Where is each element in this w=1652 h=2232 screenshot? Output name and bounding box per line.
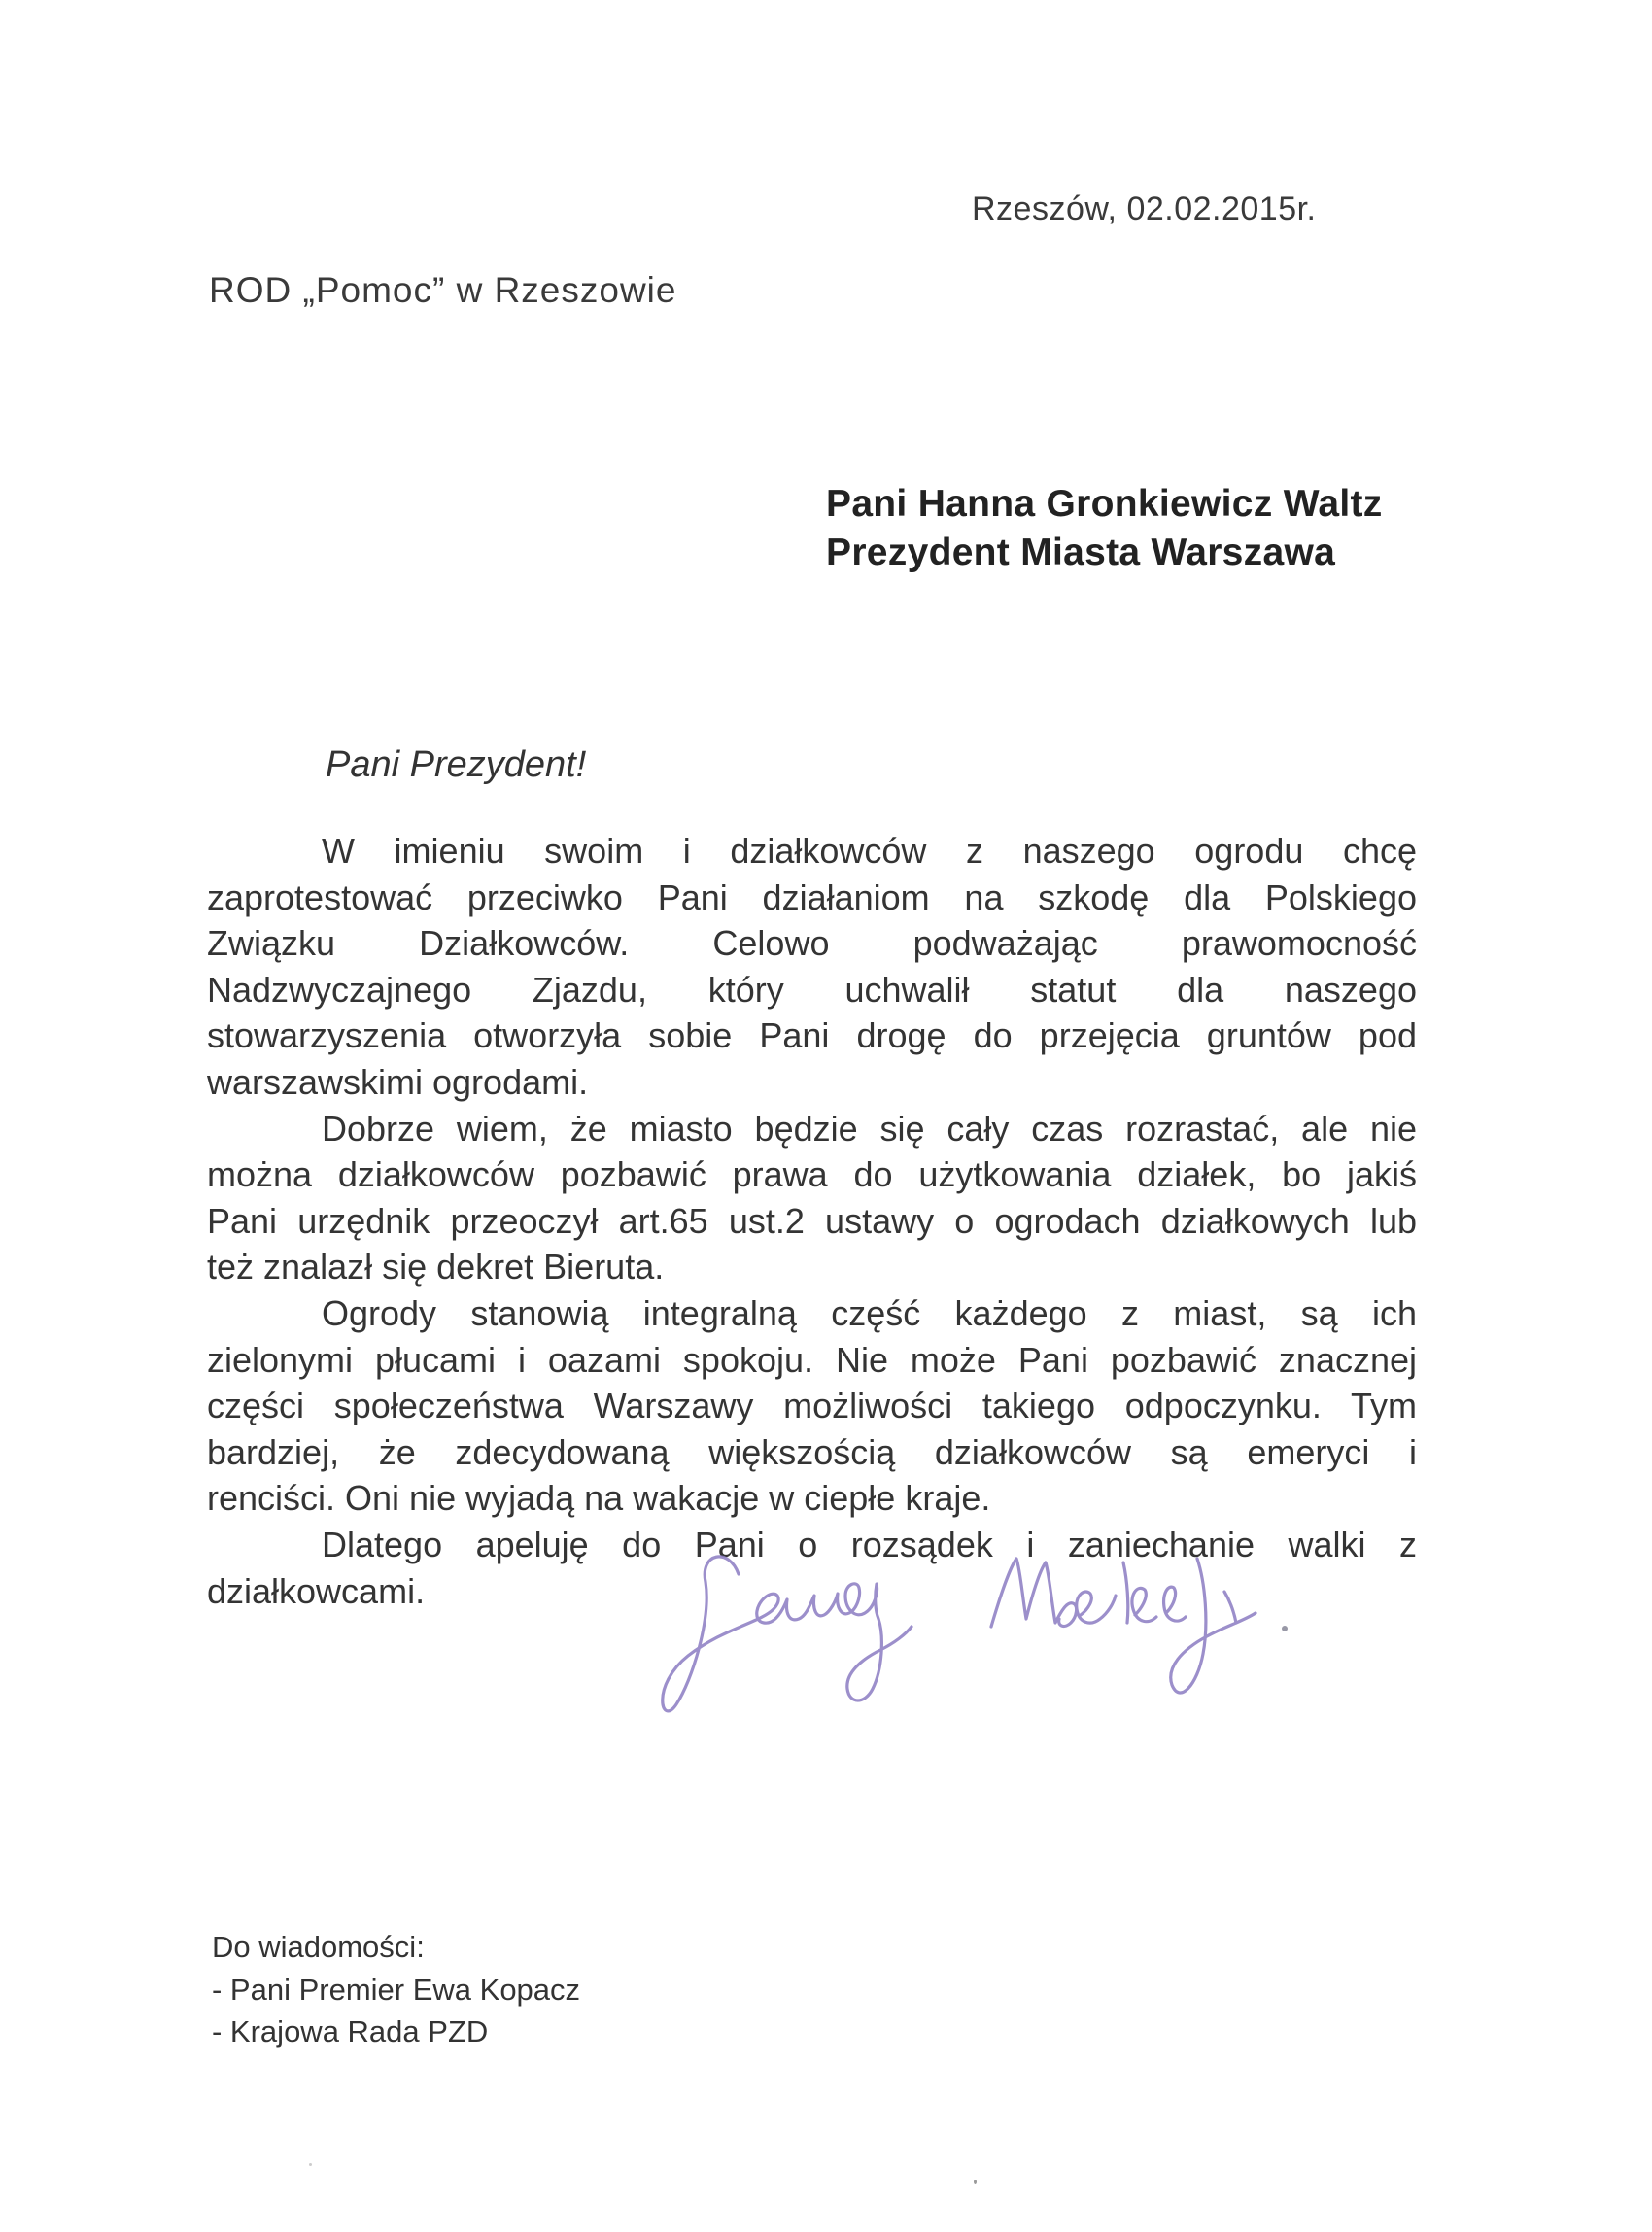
cc-item: - Pani Premier Ewa Kopacz (212, 1972, 581, 2007)
body-line: części społeczeństwa Warszawy możliwości takiego odpoczynku. Tym (207, 1386, 1417, 1426)
body-line: warszawskimi ogrodami. (207, 1061, 589, 1102)
body-line: stowarzyszenia otworzyła sobie Pani drogę do przejęcia gruntów pod (207, 1015, 1417, 1056)
letter-body (207, 828, 1417, 1614)
signature-last-name-stroke (1132, 1588, 1156, 1621)
signature-last-name-stroke (1077, 1592, 1116, 1623)
body-line: można działkowców pozbawić prawa do użytkowania działek, bo jakiś (207, 1154, 1417, 1195)
scan-speck (974, 2180, 977, 2184)
body-line: działkowcami. (207, 1570, 426, 1611)
recipient-block (826, 480, 1383, 577)
cc-heading: Do wiadomości: (212, 1930, 425, 1964)
body-line: Pani urzędnik przeoczył art.65 ust.2 ustawy o ogrodach działkowych lub (207, 1200, 1417, 1241)
body-line: Nadzwyczajnego Zjazdu, który uchwalił statut dla naszego (207, 969, 1417, 1010)
signature-period (1282, 1626, 1288, 1631)
body-line: W imieniu swoim i działkowców z naszego ogrodu chcę (322, 831, 1417, 871)
body-line: Związku Działkowców. Celowo podważając prawomocność (207, 923, 1417, 964)
sender-line: ROD „Pomoc” w Rzeszowie (209, 270, 677, 310)
handwritten-signature (641, 1533, 1312, 1742)
signature-first-name-stroke (663, 1557, 912, 1711)
scan-speck (309, 2163, 312, 2166)
signature-last-name-stroke (1164, 1587, 1186, 1621)
signature-last-name-stroke (1171, 1559, 1256, 1693)
body-line: zaprotestować przeciwko Pani działaniom na szkodę dla Polskiego (207, 876, 1417, 917)
body-line: Dlatego apeluję do Pani o rozsądek i zaniechanie walki z (322, 1524, 1417, 1564)
signature-last-name-stroke (1224, 1592, 1236, 1623)
body-line: Dobrze wiem, że miasto będzie się cały czas rozrastać, ale nie (322, 1108, 1417, 1149)
body-line: bardziej, że zdecydowaną większością działkowców są emeryci i (207, 1431, 1417, 1472)
recipient-name: Pani Hanna Gronkiewicz Waltz (826, 483, 1383, 525)
body-line: też znalazł się dekret Bieruta. (207, 1247, 665, 1288)
body-line: zielonymi płucami i oazami spokoju. Nie może Pani pozbawić znacznej (207, 1339, 1417, 1380)
body-line: renciści. Oni nie wyjadą na wakacje w ciepłe kraje. (207, 1478, 991, 1519)
cc-item: - Krajowa Rada PZD (212, 2014, 489, 2048)
cc-block (212, 1926, 580, 2053)
date-line: Rzeszów, 02.02.2015r. (972, 190, 1317, 227)
recipient-title: Prezydent Miasta Warszawa (826, 532, 1336, 573)
salutation: Pani Prezydent! (326, 744, 587, 785)
signature-last-name-stroke (991, 1559, 1077, 1627)
signature-last-name-stroke (1123, 1562, 1128, 1623)
body-line: Ogrody stanowią integralną część każdego z miast, są ich (322, 1292, 1417, 1333)
